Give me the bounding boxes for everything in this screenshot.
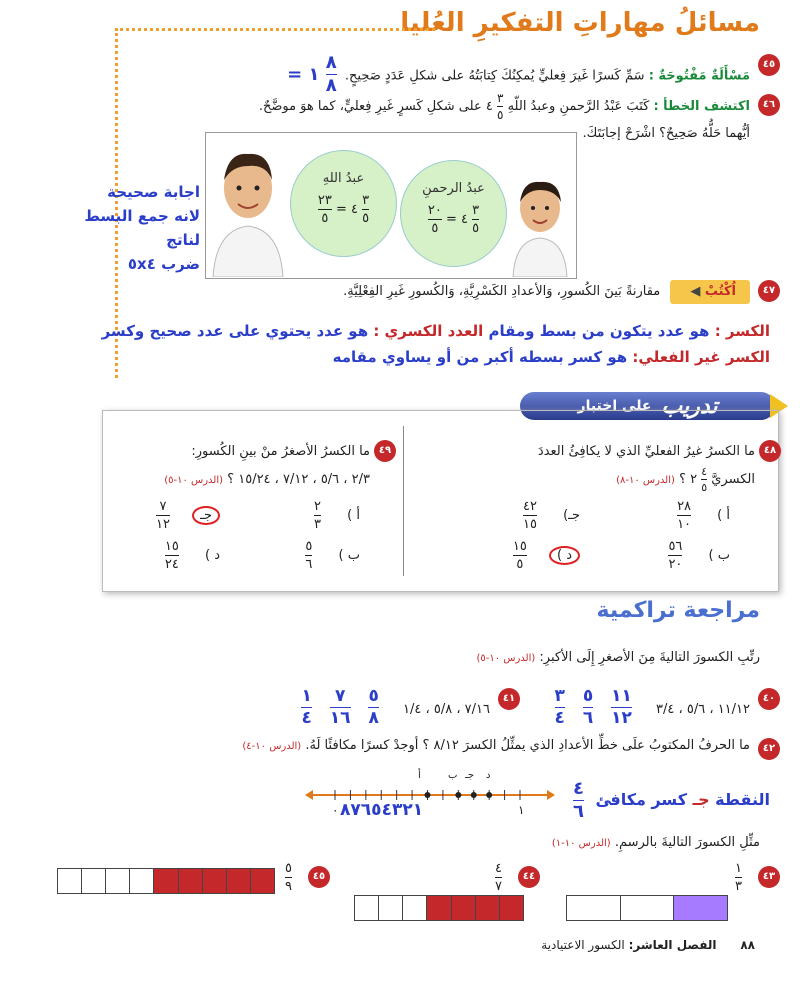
question-47 <box>60 280 776 304</box>
model-instructions: مثِّلِ الكسورَ التاليةَ بالرسمِ. (الدرس ١٠-١) <box>551 835 760 850</box>
question-number: ٤٩ <box>374 440 396 462</box>
handwritten-note <box>50 180 200 276</box>
nl-handwritten-ticks: ٨٧٦٥٤٣٢١ <box>340 800 424 820</box>
written-answer: الكسر : هو عدد يتكون من بسط ومقام العدد الكسري : هو عدد يحتوي على عدد صحيح وكسر الكسر غير الفعلي: هو كسر بسطه أكبر من أو يساوي مقامه <box>101 322 770 366</box>
mixed-fraction: $\frac{٤}{٥}$ <box>701 465 708 494</box>
option-d[interactable]: د ) $\frac{١٥}{٥}$ <box>513 540 580 571</box>
option-d[interactable]: د ) $\frac{١٥}{٢٤}$ <box>164 539 220 572</box>
section-title <box>400 8 760 38</box>
speech-bubble-abdullah <box>290 150 397 257</box>
chapter-label: الفصل العاشر: <box>628 938 717 952</box>
boy-abdullah-image <box>208 140 288 277</box>
option-b[interactable]: ب ) $\frac{٥٦}{٢٠}$ <box>668 539 730 572</box>
mixed-whole: ٢ <box>690 472 698 487</box>
speaker-name: عبدُ اللهِ <box>322 171 365 186</box>
question-number: ٤٧ <box>758 280 780 302</box>
pencil-icon: ◀ <box>690 284 701 299</box>
mixed-number: $\frac{٣}{٥}$ <box>496 91 504 122</box>
q49-options <box>150 500 360 580</box>
question-number: ٤٢ <box>758 738 780 760</box>
nl-letter-a: أ <box>418 770 421 781</box>
question-label: اكتشف الخطأ : <box>653 99 750 114</box>
lesson-ref: (الدرس ١٠-٤) <box>242 741 302 752</box>
option-b[interactable]: ب ) $\frac{٥}{٦}$ <box>305 539 360 572</box>
q48-options <box>440 500 730 580</box>
note-line: اجابة صحيحة <box>107 183 200 201</box>
question-text: ما الكسرُ الأصغرُ منْ بينِ الكُسورِ: <box>191 444 370 459</box>
lesson-ref: (الدرس ١٠-٥) <box>164 475 224 486</box>
handwritten-order: $\frac{٥}{٨}$ $\frac{٧}{١٦}$ $\frac{١}{٤}$ <box>301 686 379 728</box>
order-instructions: رتِّبِ الكسورَ التاليةَ مِنَ الأصغرِ إِلَى الأكبرِ: (الدرس ١٠-٥) <box>476 650 760 665</box>
question-49 <box>100 438 392 495</box>
question-label: مَسْأَلَةٌ مَفْتُوحَةٌ : <box>648 68 750 84</box>
handwritten-order: $\frac{١١}{١٢}$ $\frac{٥}{٦}$ $\frac{٣}{٤}$ <box>554 686 632 728</box>
bubble-equation: $\frac{٢٠}{٥}$ = ٤ $\frac{٣}{٥}$ <box>427 203 480 236</box>
page-number: ٨٨ <box>740 938 755 952</box>
selected-circle: د ) <box>549 546 580 565</box>
given-fraction: $\frac{١}{٣}$ <box>735 861 742 894</box>
note-line: ضرب ٥x٤ <box>127 255 200 273</box>
question-text: كَتَبَ عَبْدُ الرَّحمنِ وعبدُ اللّهِ <box>507 99 650 114</box>
question-text-2: على شكلِ كَسرٍ غَيرِ فِعليٍّ، كما هوَ موضَّحٌ. <box>258 99 482 114</box>
footer <box>541 938 755 952</box>
write-badge: اُكْتُبْ ◀ <box>670 280 750 304</box>
nl-letter-d: د <box>486 770 491 781</box>
fraction-list: ٢/٣ ، ٥/٦ ، ٧/١٢ ، ١٥/٢٤ ؟ <box>227 472 370 487</box>
question-text-3: أيُّهما حَلُّهُ صَحِيحٌ؟ اشْرَحْ إجابَتَكَ. <box>582 126 750 141</box>
note-line: لانه جمع البسط لناتج <box>84 207 200 249</box>
banner-word2: على اختبار <box>577 398 652 414</box>
selected-circle: جـ <box>192 506 220 525</box>
q43-fraction-model <box>566 895 728 921</box>
question-43 <box>735 861 776 894</box>
question-41 <box>270 686 516 728</box>
question-44 <box>495 861 536 894</box>
section-title-text: مسائلُ مهاراتِ التفكيرِ العُليا <box>400 8 760 38</box>
option-a[interactable]: أ ) $\frac{٢}{٣}$ <box>314 499 360 532</box>
given-fractions: ٧/١٦ ، ٥/٨ ، ١/٤ <box>403 701 490 717</box>
question-42 <box>60 738 776 754</box>
question-text-2: الكسريَّ <box>711 472 755 487</box>
speaker-name: عبدُ الرحمنِ <box>422 181 485 196</box>
lesson-ref: (الدرس ١٠-١) <box>551 838 611 849</box>
number-line-answer: النقطة جـ كسر مكافئ $\frac{٤}{٦}$ <box>572 778 770 822</box>
dotted-border-top <box>115 28 435 31</box>
question-40 <box>500 686 776 728</box>
question-number: ٤٤ <box>518 866 540 888</box>
option-c[interactable]: جـ $\frac{٧}{١٢}$ <box>156 500 220 531</box>
given-fraction: $\frac{٤}{٧}$ <box>495 861 502 894</box>
question-number: ٤٥ <box>758 54 780 76</box>
question-45 <box>60 52 776 96</box>
question-text: سَمِّ كَسرًا غَيرَ فِعليٍّ يُمكِنُكَ كِتابَتُهُ على شكلِ عَدَدٍ صَحِيحٍ. <box>344 68 645 84</box>
question-number: ٤٥ <box>308 866 330 888</box>
question-48: ٤٨ ما الكسرُ غيرُ الفعليِّ الذي لا يكافِئُ العددَ الكسريَّ $\frac{٤}{٥}$ ٢ ؟ (الدرس ١٠-٨) <box>435 438 755 495</box>
given-fraction: $\frac{٥}{٩}$ <box>285 861 292 894</box>
boy-abdulrahman-image <box>505 170 575 277</box>
nl-letter-b: ب <box>448 770 458 781</box>
bubble-equation: $\frac{٢٣}{٥}$ = ٤ $\frac{٣}{٥}$ <box>317 193 370 226</box>
question-number: ٤٠ <box>758 688 780 710</box>
banner-word1: تدريب <box>661 393 718 419</box>
question-text: ما الحرفُ المكتوبُ علَى خطِّ الأعدادِ الذي يمثِّلُ الكسرَ ٨/١٢ ؟ أوجدْ كسرًا مكافئًا لَهُ. <box>305 738 750 753</box>
speech-bubble-abdulrahman <box>400 160 507 267</box>
lesson-ref: (الدرس ١٠-٨) <box>616 475 675 486</box>
mixed-whole: ٤ <box>485 99 493 114</box>
nl-start-label: ٠ <box>332 803 339 817</box>
question-45-model <box>285 861 326 894</box>
handwritten-answer: $\frac{٨}{٨}$ ١ = <box>287 52 337 96</box>
question-text: مقارنةً بَينَ الكُسورِ، وَالأعدادِ الكَسْرِيَّةِ، وَالكُسورِ غَيرِ الفِعْلِيَّةِ. <box>343 284 661 299</box>
nl-letter-c: جـ <box>465 770 475 781</box>
q44-fraction-model <box>354 895 524 921</box>
option-c[interactable]: جـ) $\frac{٤٢}{١٥}$ <box>522 499 580 532</box>
chapter-title: الكسور الاعتيادية <box>541 938 625 952</box>
review-title: مراجعة تراكمية <box>596 598 760 623</box>
question-text: ما الكسرُ غيرُ الفعليِّ الذي لا يكافِئُ العددَ <box>537 444 755 459</box>
q45-fraction-model <box>57 868 275 894</box>
option-a[interactable]: أ ) $\frac{٢٨}{١٠}$ <box>677 499 730 532</box>
given-fractions: ١١/١٢ ، ٥/٦ ، ٣/٤ <box>656 701 750 717</box>
lesson-ref: (الدرس ١٠-٥) <box>476 653 536 664</box>
nl-end-label: ١ <box>518 803 525 817</box>
question-number: ٤٨ <box>759 440 781 462</box>
question-number: ٤٣ <box>758 866 780 888</box>
question-number: ٤١ <box>498 688 520 710</box>
question-number: ٤٦ <box>758 94 780 116</box>
answer-fraction: $\frac{٨}{٨}$ <box>325 52 337 96</box>
